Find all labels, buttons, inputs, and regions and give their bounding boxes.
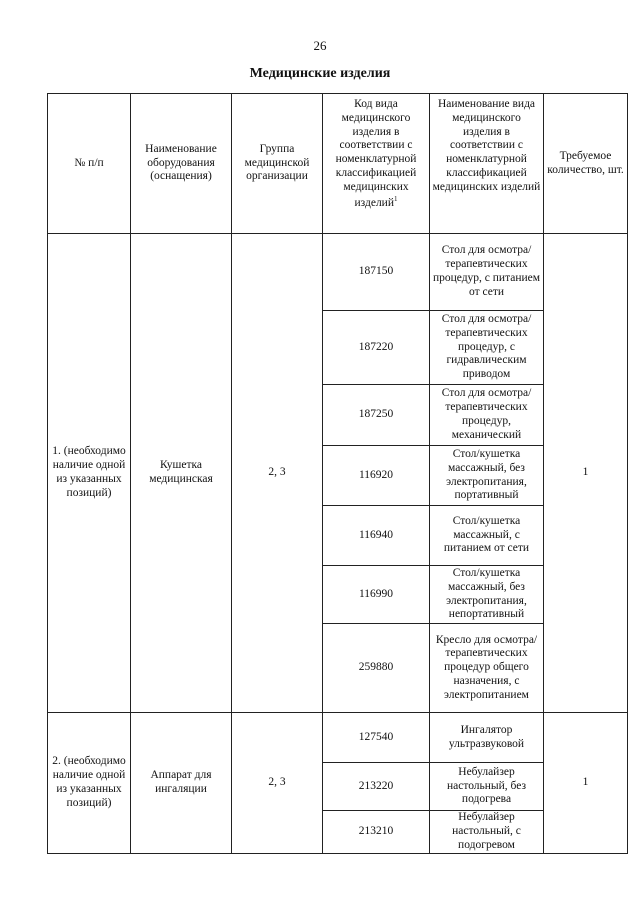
item-code: 213210 — [323, 811, 430, 854]
item-code: 259880 — [323, 624, 430, 713]
section-2-equipment: Аппарат для ингаляции — [131, 713, 232, 854]
item-code: 127540 — [323, 713, 430, 763]
item-code: 116990 — [323, 566, 430, 624]
item-code: 187150 — [323, 234, 430, 311]
header-code-text: Код вида медицинского изделия в соответствии с номенклатурной классификацией медицинских изделий — [335, 98, 417, 209]
item-name: Стол для осмотра/ терапевтических процедур, механический — [430, 385, 544, 446]
table-row — [48, 713, 628, 763]
header-num: № п/п — [48, 94, 131, 234]
item-code: 213220 — [323, 763, 430, 811]
item-name: Кресло для осмотра/ терапевтических процедур общего назначения, с электропитанием — [430, 624, 544, 713]
footnote-marker: 1 — [394, 194, 398, 203]
item-name: Стол/кушетка массажный, с питанием от сети — [430, 506, 544, 566]
item-name: Небулайзер настольный, с подогревом — [430, 811, 544, 854]
section-2-qty: 1 — [544, 713, 628, 854]
item-name: Небулайзер настольный, без подогрева — [430, 763, 544, 811]
item-code: 116920 — [323, 446, 430, 506]
item-name: Ингалятор ультразвуковой — [430, 713, 544, 763]
item-code: 187250 — [323, 385, 430, 446]
item-name: Стол для осмотра/ терапевтических процедур, с питанием от сети — [430, 234, 544, 311]
page-title: Медицинские изделия — [249, 66, 391, 81]
section-1-num: 1. (необходимо наличие одной из указанных позиций) — [48, 234, 131, 713]
header-equipment: Наименование оборудования (оснащения) — [131, 94, 232, 234]
header-row — [48, 94, 628, 234]
item-name: Стол для осмотра/ терапевтических процедур, с гидравлическим приводом — [430, 311, 544, 385]
table-row — [48, 234, 628, 311]
header-group: Группа медицинской организации — [232, 94, 323, 234]
header-code — [323, 94, 430, 234]
medical-devices-table — [47, 93, 628, 854]
section-1-qty: 1 — [544, 234, 628, 713]
header-name: Наименование вида медицинского изделия в соответствии с номенклатурной классификацией медицинских изделий — [430, 94, 544, 234]
section-1-group: 2, 3 — [232, 234, 323, 713]
section-1-equipment: Кушетка медицинская — [131, 234, 232, 713]
page-number: 26 — [313, 38, 327, 53]
item-name: Стол/кушетка массажный, без электропитания, портативный — [430, 446, 544, 506]
item-code: 187220 — [323, 311, 430, 385]
section-2-group: 2, 3 — [232, 713, 323, 854]
item-name: Стол/кушетка массажный, без электропитания, непортативный — [430, 566, 544, 624]
header-qty: Требуемое количество, шт. — [544, 94, 628, 234]
section-2-num: 2. (необходимо наличие одной из указанных позиций) — [48, 713, 131, 854]
item-code: 116940 — [323, 506, 430, 566]
